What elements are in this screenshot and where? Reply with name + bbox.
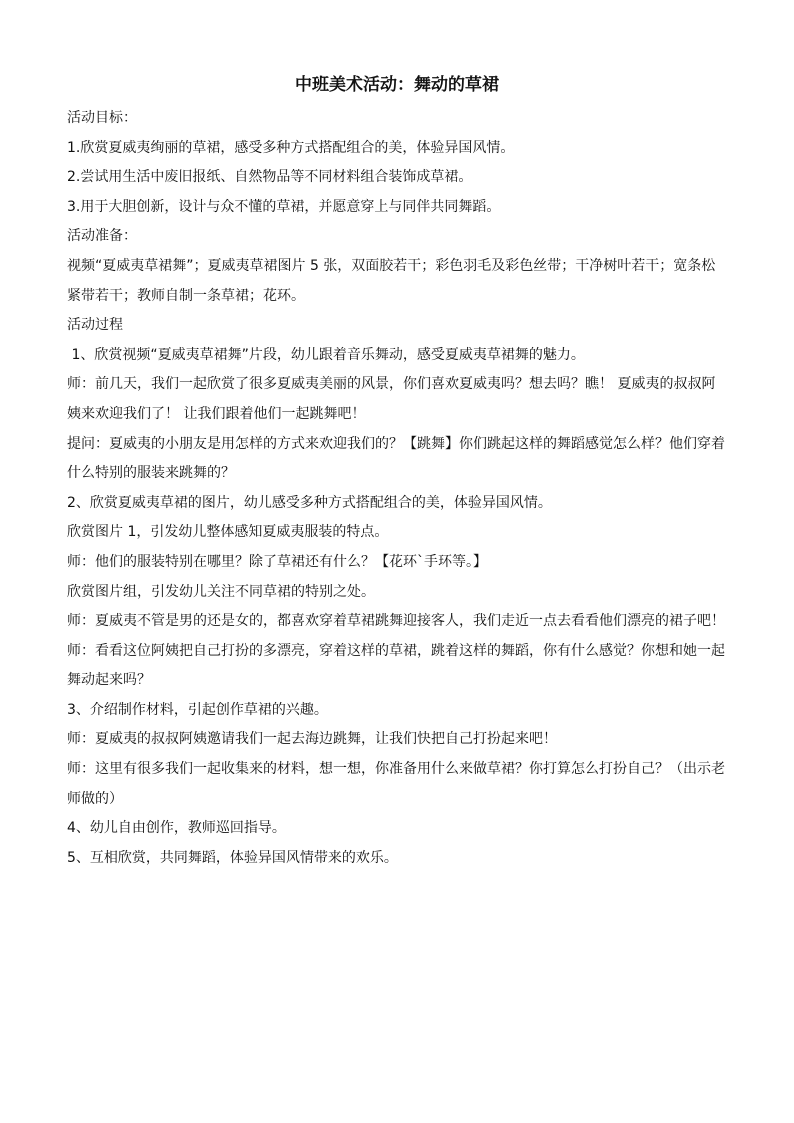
paragraph-objective-2: 2.尝试用生活中废旧报纸、自然物品等不同材料组合装饰成草裙。 (67, 169, 473, 186)
paragraph-step-5: 5、互相欣赏，共同舞蹈，体验异国风情带来的欢乐。 (67, 849, 398, 866)
paragraph-objective-3: 3.用于大胆创新，设计与众不懂的草裙，并愿意穿上与同伴共同舞蹈。 (67, 198, 501, 215)
paragraph-step-2: 2、欣赏夏威夷草裙的图片，幼儿感受多种方式搭配组合的美，体验异国风情。 (67, 494, 552, 511)
paragraph-teacher-costume: 师：他们的服装特别在哪里？除了草裙还有什么？【花环`手环等。】 (67, 553, 487, 570)
paragraph-step-3: 3、介绍制作材料，引起创作草裙的兴趣。 (67, 701, 328, 718)
paragraph-teacher-feeling: 师：看看这位阿姨把自己打扮的多漂亮，穿着这样的草裙，跳着这样的舞蹈，你有什么感觉？你想和她一起舞动起来吗？ (67, 642, 725, 689)
paragraph-objectives-heading: 活动目标： (67, 110, 137, 126)
paragraph-step-1: 1、欣赏视频“夏威夷草裙舞”片段，幼儿跟着音乐舞动，感受夏威夷草裙舞的魅力。 (67, 346, 585, 363)
paragraph-process-heading: 活动过程 (67, 317, 123, 334)
paragraph-picture-group: 欣赏图片组，引发幼儿关注不同草裙的特别之处。 (67, 583, 375, 600)
paragraph-teacher-invite: 师：夏威夷的叔叔阿姨邀请我们一起去海边跳舞，让我们快把自己打扮起来吧！ (67, 731, 557, 748)
paragraph-objective-1: 1.欣赏夏威夷绚丽的草裙，感受多种方式搭配组合的美，体验异国风情。 (67, 139, 515, 156)
paragraph-step-4: 4、幼儿自由创作，教师巡回指导。 (67, 820, 286, 837)
paragraph-preparation-heading: 活动准备： (67, 228, 137, 245)
paragraph-preparation-materials: 视频“夏威夷草裙舞”；夏威夷草裙图片 5 张，双面胶若干；彩色羽毛及彩色丝带；干净树叶若干；宽条松紧带若干；教师自制一条草裙；花环。 (67, 257, 716, 304)
document-title: 中班美术活动：舞动的草裙 (295, 75, 499, 95)
paragraph-teacher-intro: 师：前几天，我们一起欣赏了很多夏威夷美丽的风景，你们喜欢夏威夷吗？想去吗？瞧！ 夏威夷的叔叔阿姨来欢迎我们了！ 让我们跟着他们一起跳舞吧！ (67, 376, 716, 422)
paragraph-picture-1: 欣赏图片 1，引发幼儿整体感知夏威夷服装的特点。 (67, 524, 389, 541)
paragraph-teacher-materials: 师：这里有很多我们一起收集来的材料，想一想，你准备用什么来做草裙？你打算怎么打扮自己？（出示老师做的） (67, 761, 725, 807)
paragraph-teacher-skirts: 师：夏威夷不管是男的还是女的，都喜欢穿着草裙跳舞迎接客人，我们走近一点去看看他们漂亮的裙子吧！ (67, 613, 725, 630)
document-body (67, 104, 727, 873)
paragraph-question: 提问：夏威夷的小朋友是用怎样的方式来欢迎我们的？【跳舞】你们跳起这样的舞蹈感觉怎么样？他们穿着什么特别的服装来跳舞的？ (67, 435, 725, 482)
